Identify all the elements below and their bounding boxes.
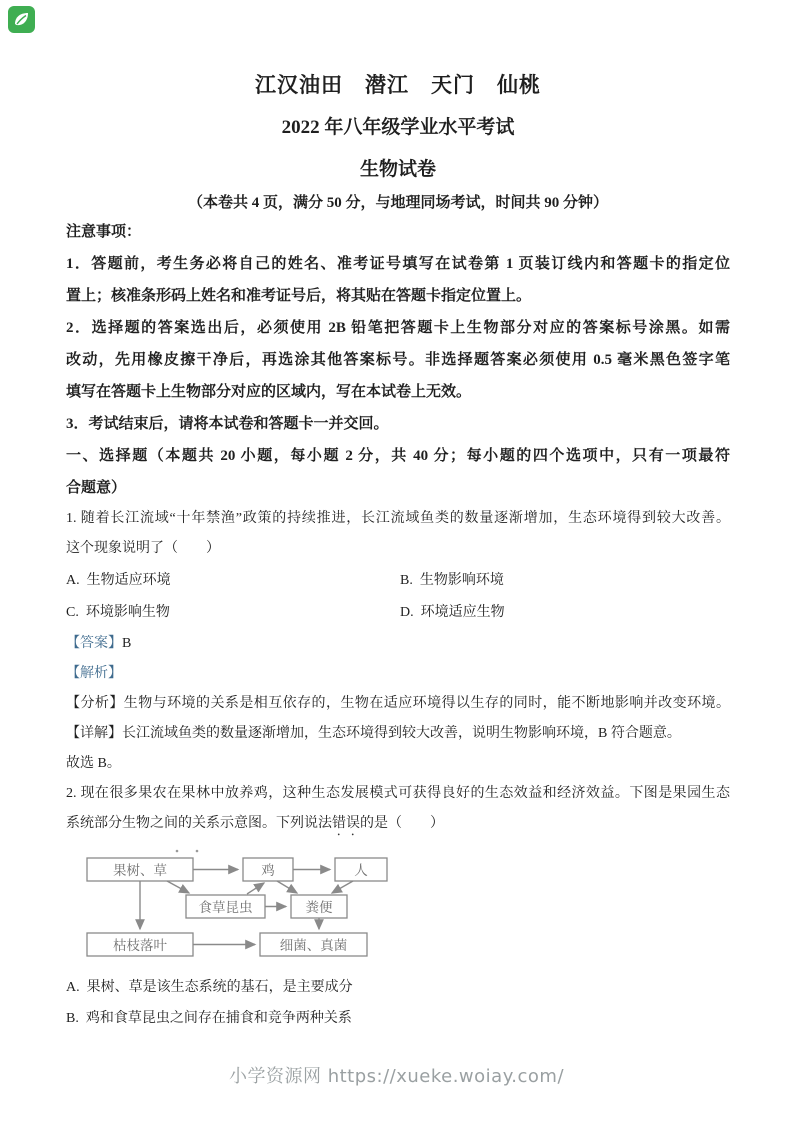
analysis-label: 【解析】 xyxy=(66,666,122,681)
ecosystem-diagram-svg xyxy=(85,848,415,968)
notice-item2-line3: 填写在答题卡上生物部分对应的区域内，写在本试卷上无效。 xyxy=(66,384,472,400)
section1-heading-line1: 一、选择题（本题共 20 小题，每小题 2 分，共 40 分；每小题的四个选项中，只有一项最符 xyxy=(66,448,730,464)
notice-item2-line1: 2．选择题的答案选出后，必须使用 2B 铅笔把答题卡上生物部分对应的答案标号涂黑。如需 xyxy=(66,320,730,336)
diagram-arrow xyxy=(167,881,189,893)
q1-answer-row xyxy=(66,629,730,659)
q2-option-b xyxy=(66,1003,730,1034)
corner-logo-icon xyxy=(8,6,35,33)
option-text: 环境适应生物 xyxy=(420,605,505,620)
notice-item2-line2: 改动，先用橡皮擦干净后，再选涂其他答案标号。非选择题答案必须使用 0.5 毫米黑色签字笔 xyxy=(66,352,730,368)
option-label: B. xyxy=(66,1011,79,1026)
option-text: 环境影响生物 xyxy=(85,605,170,620)
diagram-arrow xyxy=(277,881,297,893)
q1-option-a xyxy=(66,565,400,597)
site-watermark: 小学资源网 https://xueke.woiay.com/ xyxy=(228,1066,565,1087)
notice-heading: 注意事项： xyxy=(66,224,142,240)
q2-option-a xyxy=(66,972,730,1003)
scan-speck xyxy=(196,850,199,853)
exam-title: 2022 年八年级学业水平考试 xyxy=(281,117,515,138)
diagram-node-label: 果树、草 xyxy=(113,863,167,878)
q1-stem-line2: 这个现象说明了（ ） xyxy=(66,541,220,556)
diagram-node-label: 鸡 xyxy=(261,863,275,878)
notice-item1-line2: 置上；核准条形码上姓名和准考证号后，将其贴在答题卡指定位置上。 xyxy=(66,288,532,304)
paper-info-line: （本卷共 4 页，满分 50 分，与地理同场考试，时间共 90 分钟） xyxy=(187,195,608,211)
q1-option-b xyxy=(400,565,730,597)
q1-option-c xyxy=(66,597,400,629)
q2-stem-line2 xyxy=(66,809,730,839)
q1-options xyxy=(66,565,730,629)
q1-stem-line1: 1. 随着长江流域“十年禁渔”政策的持续推进，长江流域鱼类的数量逐渐增加，生态环境得到较大改善。 xyxy=(66,511,730,526)
option-label: B. xyxy=(400,573,413,588)
answer-label: 【答案】 xyxy=(66,636,122,651)
q2-stem-line1: 2. 现在很多果农在果林中放养鸡，这种生态发展模式可获得良好的生态效益和经济效益。下图是果园生态 xyxy=(66,786,730,801)
option-label: C. xyxy=(66,605,79,620)
q2-options xyxy=(66,972,730,1034)
q2-stem-text: 系统部分生物之间的关系示意图。下列说法 xyxy=(66,816,332,831)
q1-xiangjie-text: 【详解】长江流域鱼类的数量逐渐增加，生态环境得到较大改善，说明生物影响环境，B 符合题意。 xyxy=(66,726,681,741)
section1-heading-line2: 合题意） xyxy=(66,480,127,496)
diagram-node-label: 人 xyxy=(354,863,368,878)
q1-analysis-row xyxy=(66,659,730,689)
option-label: D. xyxy=(400,605,414,620)
q1-conclusion: 故选 B。 xyxy=(66,756,121,771)
q1-fenxi-text: 【分析】生物与环境的关系是相互依存的，生物在适应环境得以生存的同时，能不断地影响并改变环境。 xyxy=(66,696,730,711)
answer-value: B xyxy=(122,636,132,651)
option-text: 果树、草是该生态系统的基石，是主要成分 xyxy=(86,980,353,995)
q2-stem-text: 的是（ ） xyxy=(360,816,444,831)
q2-stem-emphasis: 错误 xyxy=(332,816,360,831)
exam-region-title: 江汉油田 潜江 天门 仙桃 xyxy=(255,73,541,97)
diagram-arrow xyxy=(332,881,353,893)
option-label: A. xyxy=(66,980,80,995)
subject-title: 生物试卷 xyxy=(359,159,436,180)
ecosystem-diagram xyxy=(85,848,415,968)
diagram-node-label: 食草昆虫 xyxy=(198,900,253,915)
scan-speck xyxy=(176,850,179,853)
diagram-node-label: 枯枝落叶 xyxy=(113,938,167,953)
q1-option-d xyxy=(400,597,730,629)
diagram-node-label: 细菌、真菌 xyxy=(279,938,348,953)
option-text: 生物影响环境 xyxy=(419,573,504,588)
diagram-node-label: 粪便 xyxy=(305,900,333,915)
green-leaf-badge-icon xyxy=(8,6,35,33)
option-text: 生物适应环境 xyxy=(86,573,171,588)
option-label: A. xyxy=(66,573,80,588)
notice-item1-line1: 1．答题前，考生务必将自己的姓名、准考证号填写在试卷第 1 页装订线内和答题卡的指定位 xyxy=(66,256,730,272)
option-text: 鸡和食草昆虫之间存在捕食和竞争两种关系 xyxy=(85,1011,352,1026)
diagram-arrow xyxy=(247,883,264,894)
notice-item3: 3．考试结束后，请将本试卷和答题卡一并交回。 xyxy=(66,416,389,432)
